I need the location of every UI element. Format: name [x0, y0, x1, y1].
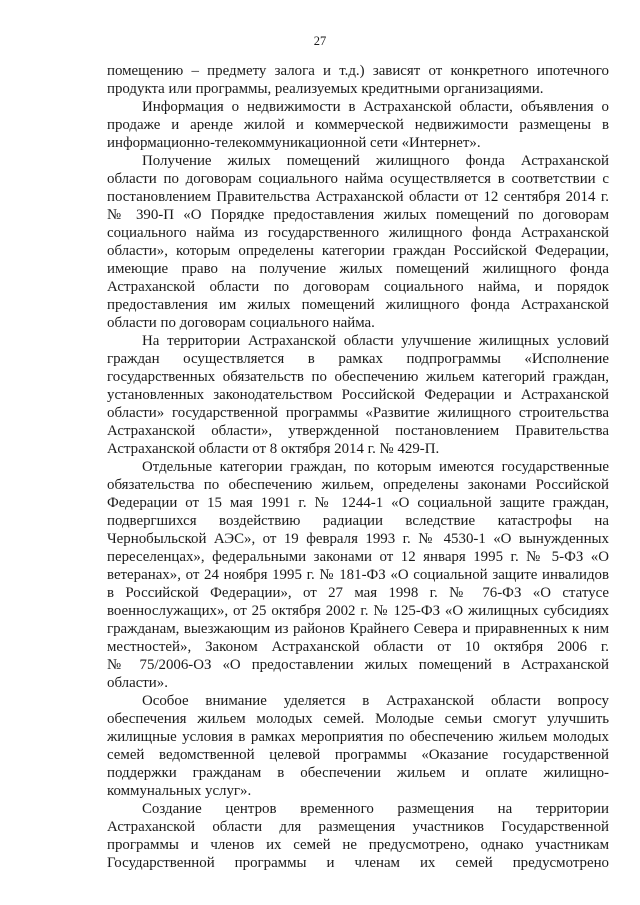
text-line: Отдельные категории граждан, по которым имеются государственные [142, 459, 609, 475]
text-line: программы и членов их семей не предусмотрено, однако участникам [107, 837, 609, 853]
text-line: области» государственной программы «Развитие жилищного строительства [107, 405, 609, 421]
document-body [107, 62, 609, 872]
text-line: военнослужащих», от 25 октября 2002 г. № 125-ФЗ «О жилищных субсидиях [107, 603, 609, 619]
text-line: Астраханской области от 8 октября 2014 г. № 429-П. [107, 441, 440, 457]
text-line: Чернобыльской АЭС», от 19 февраля 1993 г. № 4530-1 «О вынужденных [107, 531, 609, 547]
text-line: государственных обязательств по обеспечению жильем категорий граждан, [107, 369, 609, 385]
text-line: области». [107, 675, 168, 691]
text-line: постановлением Правительства Астраханской области от 12 сентября 2014 г. [107, 189, 609, 205]
text-line: Информация о недвижимости в Астраханской области, объявления о [142, 99, 609, 115]
text-line: Особое внимание уделяется в Астраханской области вопросу [142, 693, 609, 709]
text-line: имеющие право на получение жилых помещений жилищного фонда [107, 261, 609, 277]
paragraph [107, 332, 609, 458]
paragraph [107, 692, 609, 800]
text-line: семей ведомственной целевой программы «Оказание государственной [107, 747, 609, 763]
paragraph [107, 62, 609, 98]
text-line: обязательства по обеспечению жильем, определены законами Российской [107, 477, 609, 493]
text-line: Федерации от 15 мая 1991 г. № 1244-1 «О социальной защите граждан, [107, 495, 609, 511]
text-line: социального найма из государственного жилищного фонда Астраханской [107, 225, 609, 241]
text-line: установленных законодательством Российской Федерации и Астраханской [107, 387, 609, 403]
text-line: обеспечения жильем молодых семей. Молодые семьи смогут улучшить [107, 711, 609, 727]
text-line: переселенцах», федеральными законами от 12 января 1995 г. № 5-ФЗ «О [107, 549, 609, 565]
text-line: продаже и аренде жилой и коммерческой недвижимости размещены в [107, 117, 609, 133]
text-line: области по договорам социального найма осуществляется в соответствии с [107, 171, 609, 187]
text-line: области», которым определены категории граждан Российской Федерации, [107, 243, 609, 259]
text-line: предоставления им жилых помещений жилищного фонда Астраханской [107, 297, 609, 313]
text-line: подвергшихся воздействию радиации вследствие катастрофы на [107, 513, 609, 529]
paragraph [107, 152, 609, 332]
text-line: информационно-телекоммуникационной сети «Интернет». [107, 135, 481, 151]
text-line: продукта или программы, реализуемых кредитными организациями. [107, 81, 544, 97]
page-number: 27 [313, 34, 327, 48]
text-line: Астраханской области», утвержденной постановлением Правительства [107, 423, 609, 439]
text-line: граждан осуществляется в рамках подпрограммы «Исполнение [107, 351, 609, 367]
text-line: гражданам, выезжающим из районов Крайнего Севера и приравненных к ним [107, 621, 609, 637]
text-line: коммунальных услуг». [107, 783, 252, 799]
text-line: Создание центров временного размещения на территории [142, 801, 609, 817]
text-line: жилищные условия в рамках мероприятия по обеспечению жильем молодых [107, 729, 609, 745]
paragraph [107, 458, 609, 692]
text-line: № 75/2006-ОЗ «О предоставлении жилых помещений в Астраханской [107, 657, 609, 673]
text-line: Получение жилых помещений жилищного фонда Астраханской [142, 153, 609, 169]
text-line: ветеранах», от 24 ноября 1995 г. № 181-ФЗ «О социальной защите инвалидов [107, 567, 609, 583]
text-line: помещению – предмету залога и т.д.) зависят от конкретного ипотечного [107, 63, 609, 79]
text-line: Государственной программы и членам их семей предусмотрено [107, 855, 609, 871]
text-line: поддержки гражданам в обеспечении жильем и оплате жилищно- [107, 765, 609, 781]
paragraph [107, 800, 609, 872]
text-line: местностей», Законом Астраханской области от 10 октября 2006 г. [107, 639, 609, 655]
paragraph [107, 98, 609, 152]
text-line: области по договорам социального найма. [107, 315, 375, 331]
text-line: № 390-П «О Порядке предоставления жилых помещений по договорам [107, 207, 609, 223]
text-line: Астраханской области для размещения участников Государственной [107, 819, 609, 835]
text-line: в Российской Федерации», от 27 мая 1998 г. № 76-ФЗ «О статусе [107, 585, 609, 601]
text-line: Астраханской области по договорам социального найма, и порядок [107, 279, 609, 295]
text-line: На территории Астраханской области улучшение жилищных условий [142, 333, 609, 349]
